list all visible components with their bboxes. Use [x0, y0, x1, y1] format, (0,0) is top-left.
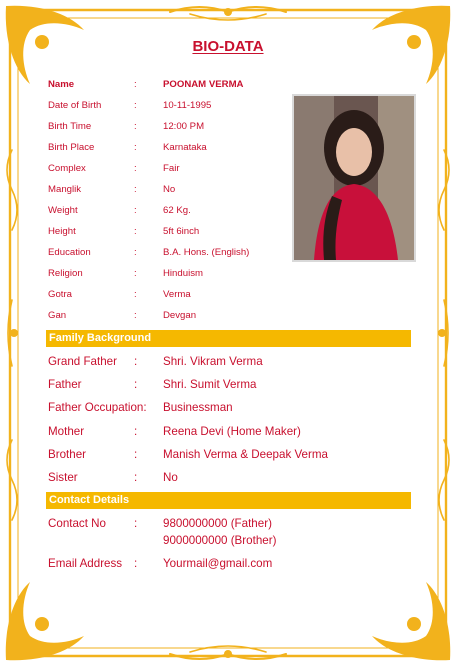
personal-label: Name — [48, 79, 75, 90]
profile-photo — [292, 94, 416, 262]
family-label: Grand Father — [48, 355, 117, 368]
personal-label: Birth Place — [48, 142, 95, 153]
personal-label: Education — [48, 247, 91, 258]
family-value: Shri. Vikram Verma — [163, 355, 263, 368]
family-value: Businessman — [163, 401, 233, 415]
family-value: Manish Verma & Deepak Verma — [163, 447, 328, 461]
family-value: No — [163, 471, 178, 484]
contact-details-header: Contact Details — [46, 492, 411, 509]
personal-value: Fair — [163, 163, 180, 174]
email-value: Yourmail@gmail.com — [163, 557, 273, 570]
family-label: Mother — [48, 424, 85, 438]
personal-label: Complex — [48, 163, 86, 174]
family-label: Father Occupation: — [48, 401, 147, 415]
personal-label: Gotra — [48, 289, 72, 300]
personal-value: Karnataka — [163, 142, 207, 153]
personal-label: Gan — [48, 310, 67, 321]
personal-value: POONAM VERMA — [163, 79, 244, 90]
family-value: Shri. Sumit Verma — [163, 378, 257, 392]
family-label: Brother — [48, 447, 87, 461]
personal-value: Devgan — [163, 310, 197, 321]
family-label: Sister — [48, 471, 78, 484]
personal-value: Verma — [163, 289, 191, 300]
family-background-header: Family Background — [46, 330, 411, 347]
personal-label: Height — [48, 226, 76, 237]
personal-value: Hinduism — [163, 268, 203, 279]
personal-label: Birth Time — [48, 121, 92, 132]
contact-no-label: Contact No — [48, 517, 106, 530]
personal-value: B.A. Hons. (English) — [163, 247, 250, 258]
phone-father: 9800000000 (Father) — [163, 517, 272, 530]
personal-value: 5ft 6inch — [163, 226, 200, 237]
personal-label: Religion — [48, 268, 83, 279]
personal-value: No — [163, 184, 176, 195]
personal-label: Weight — [48, 205, 78, 216]
personal-label: Date of Birth — [48, 100, 102, 111]
personal-label: Manglik — [48, 184, 82, 195]
personal-value: 62 Kg. — [163, 205, 191, 216]
family-label: Father — [48, 378, 82, 392]
phone-brother: 9000000000 (Brother) — [163, 534, 277, 547]
family-value: Reena Devi (Home Maker) — [163, 424, 301, 438]
personal-value: 10-11-1995 — [163, 100, 212, 111]
page-title: BIO-DATA — [192, 38, 264, 55]
personal-value: 12:00 PM — [163, 121, 205, 132]
email-label: Email Address — [48, 557, 123, 570]
